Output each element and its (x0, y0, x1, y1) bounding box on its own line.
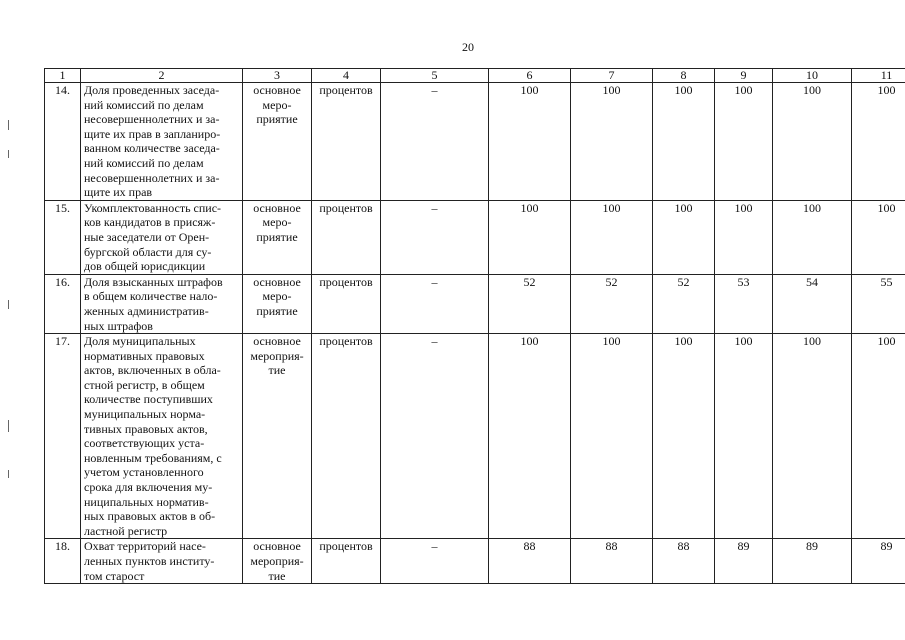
page-number: 20 (462, 40, 474, 54)
column-header: 4 (312, 69, 381, 83)
activity-type: основное мероприя- тие (243, 334, 312, 539)
column-header: 2 (81, 69, 243, 83)
value-cell: 88 (489, 539, 571, 584)
unit-of-measure: процентов (312, 539, 381, 584)
value-cell: 100 (852, 83, 905, 201)
indicators-table (44, 68, 905, 584)
base-value: – (381, 274, 489, 333)
activity-type: основное меро- приятие (243, 200, 312, 274)
value-cell: 100 (773, 200, 852, 274)
indicator-name: Укомплектованность спис- ков кандидатов в присяж- ные заседатели от Орен- бургской области для су- дов общей юрисдикции (81, 200, 243, 274)
value-cell: 53 (715, 274, 773, 333)
row-number: 18. (45, 539, 81, 584)
value-cell: 89 (773, 539, 852, 584)
column-header: 11 (852, 69, 905, 83)
scan-edge-mark (8, 150, 9, 158)
indicator-name: Охват территорий насе- ленных пунктов институ- том старост (81, 539, 243, 584)
indicator-name: Доля муниципальных нормативных правовых актов, включенных в обла- стной регистр, в общем количестве поступивших муниципальных норма- тивных правовых актов, соответствующих уста- новленным требованиям, с учетом установленного срока для включения му- ниципальных норматив- ных правовых актов в об- ластной регистр (81, 334, 243, 539)
indicator-name: Доля проведенных заседа- ний комиссий по делам несовершеннолетних и за- щите их прав в запланиро- ванном количестве заседа- ний комиссий по делам несовершеннолетних и за- щите их прав (81, 83, 243, 201)
table-row (45, 200, 905, 274)
value-cell: 100 (571, 334, 653, 539)
value-cell: 100 (852, 334, 905, 539)
unit-of-measure: процентов (312, 274, 381, 333)
scan-edge-mark (8, 300, 9, 309)
value-cell: 100 (571, 83, 653, 201)
column-header: 5 (381, 69, 489, 83)
column-header: 9 (715, 69, 773, 83)
base-value: – (381, 200, 489, 274)
unit-of-measure: процентов (312, 83, 381, 201)
unit-of-measure: процентов (312, 334, 381, 539)
value-cell: 100 (715, 334, 773, 539)
value-cell: 100 (715, 200, 773, 274)
value-cell: 88 (571, 539, 653, 584)
value-cell: 100 (653, 83, 715, 201)
activity-type: основное мероприя- тие (243, 539, 312, 584)
value-cell: 100 (653, 200, 715, 274)
base-value: – (381, 83, 489, 201)
value-cell: 100 (489, 334, 571, 539)
table-row (45, 274, 905, 333)
value-cell: 55 (852, 274, 905, 333)
value-cell: 100 (571, 200, 653, 274)
column-header: 10 (773, 69, 852, 83)
value-cell: 100 (715, 83, 773, 201)
scan-edge-mark (8, 120, 9, 130)
table-row (45, 334, 905, 539)
value-cell: 52 (489, 274, 571, 333)
value-cell: 52 (653, 274, 715, 333)
value-cell: 100 (852, 200, 905, 274)
scan-edge-mark (8, 420, 9, 432)
row-number: 14. (45, 83, 81, 201)
value-cell: 52 (571, 274, 653, 333)
value-cell: 100 (489, 83, 571, 201)
value-cell: 88 (653, 539, 715, 584)
column-header: 7 (571, 69, 653, 83)
row-number: 16. (45, 274, 81, 333)
table-row (45, 83, 905, 201)
value-cell: 100 (489, 200, 571, 274)
header-row (45, 69, 905, 83)
activity-type: основное меро- приятие (243, 83, 312, 201)
table-row (45, 539, 905, 584)
column-header: 6 (489, 69, 571, 83)
base-value: – (381, 539, 489, 584)
base-value: – (381, 334, 489, 539)
column-header: 8 (653, 69, 715, 83)
row-number: 15. (45, 200, 81, 274)
value-cell: 89 (852, 539, 905, 584)
value-cell: 100 (773, 83, 852, 201)
value-cell: 89 (715, 539, 773, 584)
scan-edge-mark (8, 470, 9, 478)
activity-type: основное меро- приятие (243, 274, 312, 333)
column-header: 3 (243, 69, 312, 83)
column-header: 1 (45, 69, 81, 83)
indicator-name: Доля взысканных штрафов в общем количестве нало- женных административ- ных штрафов (81, 274, 243, 333)
unit-of-measure: процентов (312, 200, 381, 274)
value-cell: 100 (653, 334, 715, 539)
row-number: 17. (45, 334, 81, 539)
value-cell: 100 (773, 334, 852, 539)
value-cell: 54 (773, 274, 852, 333)
